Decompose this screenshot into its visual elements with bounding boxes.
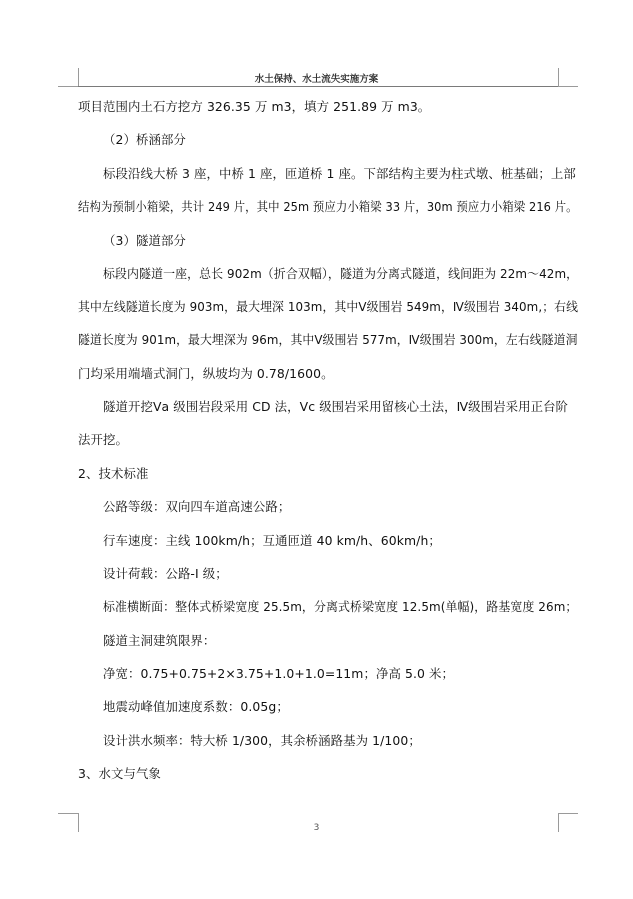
body-line: 门均采用端墙式洞门，纵坡均为 0.78/1600。 (78, 366, 334, 381)
body-line: 隧道主洞建筑限界： (103, 633, 216, 648)
body-line: 结构为预制小箱梁，共计 249 片，其中 25m 预应力小箱梁 33 片，30m 预应力小箱梁 216 片。 (78, 199, 578, 214)
body-line: 其中左线隧道长度为 903m，最大埋深 103m，其中Ⅴ级围岩 549m，Ⅳ级围岩 340m,；右线 (78, 299, 579, 314)
running-header: 水土保持、水土流失实施方案 (254, 74, 379, 85)
body-line: 隧道长度为 901m，最大埋深为 96m，其中Ⅴ级围岩 577m，Ⅳ级围岩 300m，左右线隧道洞 (78, 332, 578, 347)
body-line: 标段内隧道一座，总长 902m（折合双幅），隧道为分离式隧道，线间距为 22m～42m， (103, 266, 579, 281)
body-line: 项目范围内土石方挖方 326.35 万 m3，填方 251.89 万 m3。 (78, 99, 431, 114)
body-line: 净宽：0.75+0.75+2×3.75+1.0+1.0=11m；净高 5.0 米； (103, 666, 454, 681)
body-line: 设计洪水频率：特大桥 1/300，其余桥涵路基为 1/100； (103, 733, 421, 748)
section-heading: （2）桥涵部分 (103, 132, 186, 147)
section-heading: 3、水文与气象 (78, 766, 161, 781)
body-line: 地震动峰值加速度系数：0.05g； (103, 699, 289, 714)
section-heading: （3）隧道部分 (103, 233, 186, 248)
body-line: 公路等级：双向四车道高速公路； (103, 499, 291, 514)
body-line: 隧道开挖Ⅴa 级围岩段采用 CD 法，Ⅴc 级围岩采用留核心土法，Ⅳ级围岩采用正台阶 (103, 399, 569, 414)
body-line: 标准横断面：整体式桥梁宽度 25.5m，分离式桥梁宽度 12.5m(单幅)，路基宽度 26m； (103, 599, 578, 614)
body-line: 标段沿线大桥 3 座，中桥 1 座，匝道桥 1 座。下部结构主要为柱式墩、桩基础；上部 (103, 166, 576, 181)
section-heading: 2、技术标准 (78, 466, 149, 481)
header-rule (78, 86, 558, 87)
page-number: 3 (313, 823, 320, 833)
body-line: 法开挖。 (78, 432, 128, 447)
body-line: 行车速度：主线 100km/h；互通匝道 40 km/h、60km/h； (103, 533, 441, 548)
body-line: 设计荷载：公路-I 级； (103, 566, 228, 581)
